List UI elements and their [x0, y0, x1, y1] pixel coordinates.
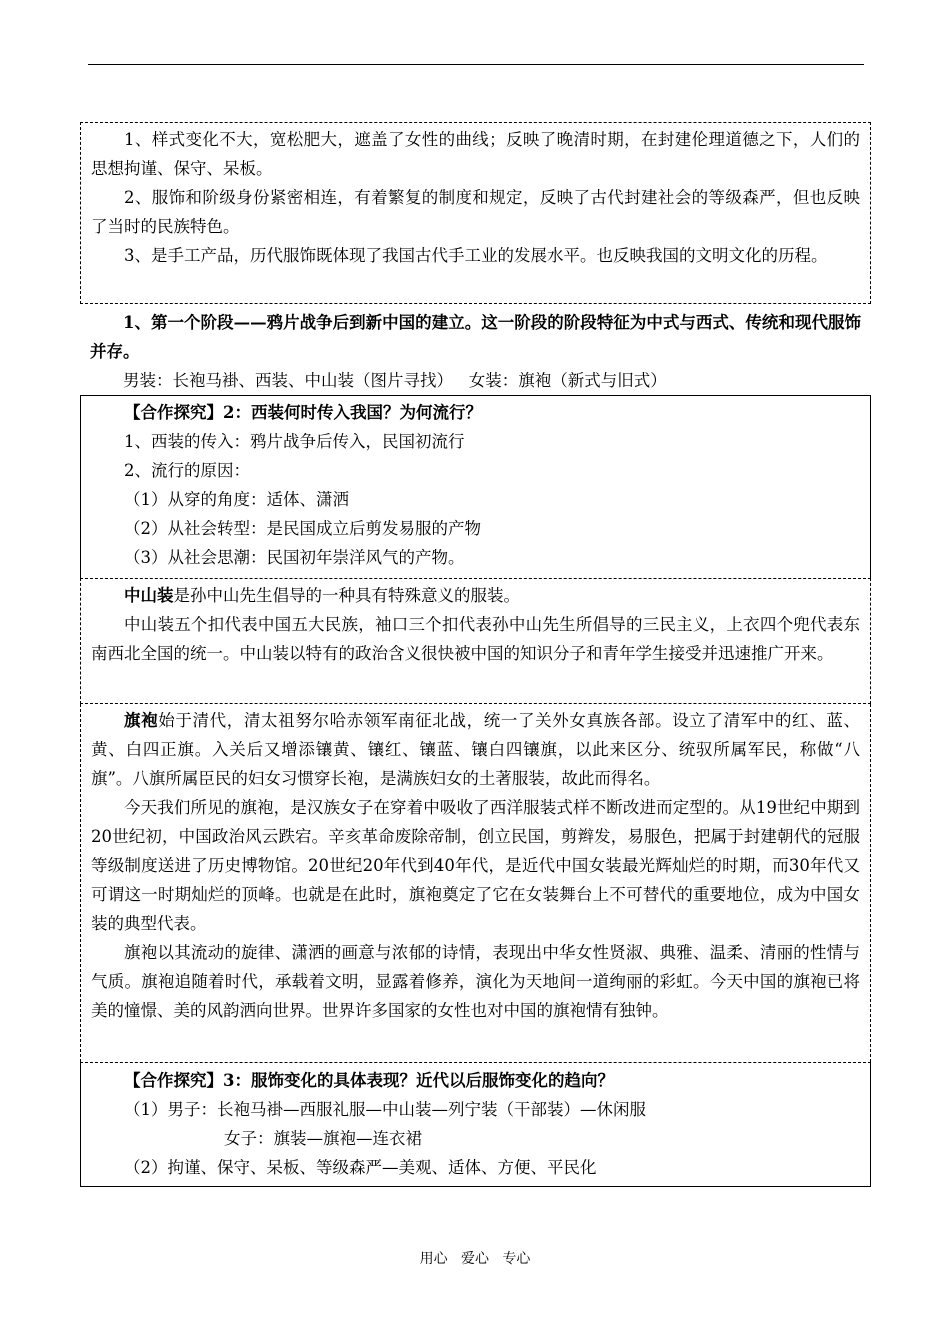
inquiry-2-line-3: （1）从穿的角度：适体、潇洒 — [124, 490, 349, 509]
characteristics-box — [80, 122, 871, 304]
inquiry-2-line-1: 1、西装的传入：鸦片战争后传入，民国初流行 — [124, 432, 465, 451]
qipao-term: 旗袍 — [124, 711, 159, 730]
inquiry-2-title: 【合作探究】2：西装何时传入我国？为何流行？ — [124, 403, 482, 422]
zhongshan-suit-box — [80, 578, 871, 704]
stage-heading: 1、第一个阶段——鸦片战争后到新中国的建立。这一阶段的阶段特征为中式与西式、传统和现代服饰并存。 — [90, 313, 861, 361]
inquiry-2-line-2: 2、流行的原因： — [124, 461, 250, 480]
header-rule — [88, 64, 864, 65]
inquiry-2-line-5: （3）从社会思潮：民国初年崇洋风气的产物。 — [124, 548, 465, 567]
characteristic-3: 3、是手工产品，历代服饰既体现了我国古代手工业的发展水平。也反映我国的文明文化的历程。 — [124, 246, 828, 265]
zhongshan-body: 中山装五个扣代表中国五大民族，袖口三个扣代表孙中山先生所倡导的三民主义，上衣四个兜代表东南西北全国的统一。中山装以特有的政治含义很快被中国的知识分子和青年学生接受并迅速推广开来。 — [91, 615, 860, 663]
qipao-paragraph-1 — [91, 706, 860, 793]
characteristic-2: 2、服饰和阶级身份紧密相连，有着繁复的制度和规定，反映了古代封建社会的等级森严，但也反映了当时的民族特色。 — [91, 188, 860, 236]
zhongshan-term: 中山装 — [124, 586, 174, 605]
inquiry-3-female: 女子：旗装—旗袍—连衣裙 — [224, 1129, 422, 1148]
page-footer: 用心 爱心 专心 — [419, 1251, 531, 1267]
inquiry-3-title: 【合作探究】3：服饰变化的具体表现？近代以后服饰变化的趋向？ — [124, 1071, 614, 1090]
qipao-paragraph-3: 旗袍以其流动的旋律、潇洒的画意与浓郁的诗情，表现出中华女性贤淑、典雅、温柔、清丽的性情与气质。旗袍追随着时代，承载着文明，显露着修养，演化为天地间一道绚丽的彩虹。今天中国的旗袍已将美的憧憬、美的风韵洒向世界。世界许多国家的女性也对中国的旗袍情有独钟。 — [91, 943, 860, 1020]
inquiry-2-box — [80, 395, 871, 578]
qipao-box — [80, 704, 871, 1062]
inquiry-2-line-4: （2）从社会转型：是民国成立后剪发易服的产物 — [124, 519, 481, 538]
inquiry-3-trend: （2）拘谨、保守、呆板、等级森严—美观、适体、方便、平民化 — [124, 1158, 597, 1177]
zhongshan-intro-rest: 是孙中山先生倡导的一种具有特殊意义的服装。 — [173, 586, 520, 605]
stage-clothing: 男装：长袍马褂、西装、中山装（图片寻找） 女装：旗袍（新式与旧式） — [123, 371, 667, 390]
zhongshan-intro — [91, 581, 860, 610]
characteristic-1: 1、样式变化不大，宽松肥大，遮盖了女性的曲线；反映了晚清时期，在封建伦理道德之下，人们的思想拘谨、保守、呆板。 — [91, 130, 860, 178]
inquiry-3-box — [80, 1062, 871, 1187]
qipao-p1-rest: 始于清代，清太祖努尔哈赤领军南征北战，统一了关外女真族各部。设立了清军中的红、蓝、黄、白四正旗。入关后又增添镶黄、镶红、镶蓝、镶白四镶旗，以此来区分、统驭所属军民，称做“八旗”。八旗所属臣民的妇女习惯穿长袍，是满族妇女的土著服装，故此而得名。 — [91, 711, 861, 788]
qipao-paragraph-2: 今天我们所见的旗袍，是汉族女子在穿着中吸收了西洋服装式样不断改进而定型的。从19世纪中期到20世纪初，中国政治风云跌宕。辛亥革命废除帝制，创立民国，剪辫发，易服色，把属于封建朝代的冠服等级制度送进了历史博物馆。20世纪20年代到40年代，是近代中国女装最光辉灿烂的时期，而30年代又可谓这一时期灿烂的顶峰。也就是在此时，旗袍奠定了它在女装舞台上不可替代的重要地位，成为中国女装的典型代表。 — [91, 798, 860, 933]
inquiry-3-male: （1）男子：长袍马褂—西服礼服—中山装—列宁装（干部装）—休闲服 — [124, 1100, 646, 1119]
stage-section — [80, 308, 871, 395]
